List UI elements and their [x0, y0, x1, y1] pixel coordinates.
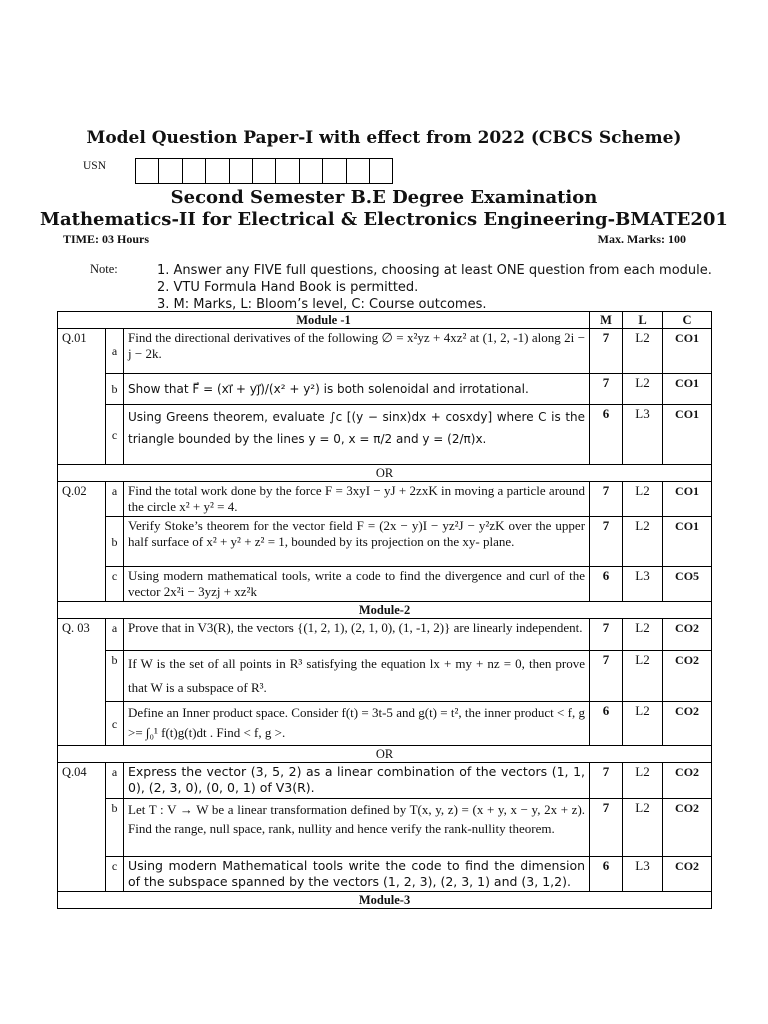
marks-cell: 7 [590, 482, 623, 517]
outcome-header: C [663, 312, 712, 329]
sub-question: c [106, 702, 124, 746]
or-row [58, 746, 712, 763]
note-list [157, 262, 712, 313]
table-row [58, 702, 712, 746]
table-row [58, 857, 712, 892]
question-text: Prove that in V3(R), the vectors {(1, 2, 1), (2, 1, 0), (1, -1, 2)} are linearly independent. [124, 619, 590, 651]
outcome-cell: CO1 [663, 517, 712, 567]
level-cell: L2 [623, 799, 663, 857]
level-cell: L2 [623, 374, 663, 405]
usn-box [369, 158, 393, 184]
question-text: Define an Inner product space. Consider f(t) = 3t-5 and g(t) = t², the inner product < f, g >= ∫₀¹ f(t)g(t)dt . Find < f, g >. [124, 702, 590, 746]
exam-name: Second Semester B.E Degree Examination [170, 187, 598, 208]
note-item: 3. M: Marks, L: Bloom’s level, C: Course outcomes. [157, 297, 487, 312]
table-row [58, 763, 712, 799]
subject-name: Mathematics-II for Electrical & Electronics Engineering-BMATE201 [40, 209, 728, 230]
marks-cell: 6 [590, 405, 623, 465]
module-title: Module-3 [58, 892, 712, 909]
usn-box [135, 158, 159, 184]
outcome-cell: CO1 [663, 329, 712, 374]
level-cell: L2 [623, 651, 663, 702]
marks-header: M [590, 312, 623, 329]
note-item: 2. VTU Formula Hand Book is permitted. [157, 280, 419, 295]
usn-box [346, 158, 370, 184]
level-cell: L2 [623, 619, 663, 651]
outcome-cell: CO2 [663, 651, 712, 702]
sub-question: c [106, 857, 124, 892]
outcome-cell: CO2 [663, 857, 712, 892]
question-number: Q.04 [58, 763, 106, 892]
outcome-cell: CO2 [663, 619, 712, 651]
question-text: If W is the set of all points in R³ satisfying the equation lx + my + nz = 0, then prove that W is a subspace of R³. [124, 651, 590, 702]
level-cell: L2 [623, 702, 663, 746]
table-row [58, 482, 712, 517]
question-text: Verify Stoke’s theorem for the vector field F = (2x − y)I − yz²J − y²zK over the upper half surface of x² + y² + z² = 1, bounded by its projection on the xy- plane. [124, 517, 590, 567]
question-text: Using modern mathematical tools, write a code to find the divergence and curl of the vector 2x²i − 3yzj + xz²k [124, 567, 590, 602]
table-row [58, 619, 712, 651]
module-row [58, 602, 712, 619]
paper-title: Model Question Paper-I with effect from 2022 (CBCS Scheme) [86, 128, 682, 148]
level-cell: L2 [623, 482, 663, 517]
sub-question: a [106, 763, 124, 799]
question-text: Find the total work done by the force F = 3xyI − yJ + 2zxK in moving a particle around the circle x² + y² = 4. [124, 482, 590, 517]
sub-question: a [106, 619, 124, 651]
table-row [58, 517, 712, 567]
marks-cell: 7 [590, 329, 623, 374]
table-row [58, 567, 712, 602]
usn-box [322, 158, 346, 184]
outcome-cell: CO2 [663, 799, 712, 857]
marks-cell: 6 [590, 857, 623, 892]
usn-box [182, 158, 206, 184]
outcome-cell: CO2 [663, 763, 712, 799]
module-title: Module -1 [58, 312, 590, 329]
module-row [58, 892, 712, 909]
or-separator: OR [58, 465, 712, 482]
marks-cell: 7 [590, 799, 623, 857]
outcome-cell: CO1 [663, 405, 712, 465]
max-marks: Max. Marks: 100 [597, 232, 686, 246]
note-label: Note: [90, 262, 118, 276]
table-row [58, 651, 712, 702]
outcome-cell: CO1 [663, 482, 712, 517]
sub-question: b [106, 799, 124, 857]
exam-time: TIME: 03 Hours [63, 232, 150, 246]
sub-question: b [106, 651, 124, 702]
level-cell: L2 [623, 517, 663, 567]
outcome-cell: CO2 [663, 702, 712, 746]
level-cell: L2 [623, 763, 663, 799]
marks-cell: 7 [590, 763, 623, 799]
question-text: Find the directional derivatives of the following ∅ = x²yz + 4xz² at (1, 2, -1) along 2i − j − 2k. [124, 329, 590, 374]
module-title: Module-2 [58, 602, 712, 619]
table-row [58, 374, 712, 405]
question-text: Let T : V → W be a linear transformation defined by T(x, y, z) = (x + y, x − y, 2x + z). Find the range, null space, rank, nullity and hence verify the rank-nullity theorem. [124, 799, 590, 857]
marks-cell: 6 [590, 702, 623, 746]
outcome-cell: CO1 [663, 374, 712, 405]
usn-label: USN [83, 160, 107, 172]
usn-box [275, 158, 299, 184]
usn-box [229, 158, 253, 184]
table-row [58, 405, 712, 465]
usn-box [205, 158, 229, 184]
marks-cell: 7 [590, 619, 623, 651]
sub-question: a [106, 329, 124, 374]
level-cell: L2 [623, 329, 663, 374]
or-separator: OR [58, 746, 712, 763]
question-table [57, 311, 712, 909]
level-header: L [623, 312, 663, 329]
level-cell: L3 [623, 405, 663, 465]
question-text: Show that F⃗ = (xi⃗ + yj⃗)/(x² + y²) is both solenoidal and irrotational. [124, 374, 590, 405]
usn-boxes [136, 158, 393, 184]
marks-cell: 7 [590, 517, 623, 567]
note-item: 1. Answer any FIVE full questions, choosing at least ONE question from each module. [157, 263, 712, 278]
usn-box [158, 158, 182, 184]
level-cell: L3 [623, 567, 663, 602]
marks-cell: 6 [590, 567, 623, 602]
sub-question: b [106, 374, 124, 405]
table-row [58, 329, 712, 374]
sub-question: b [106, 517, 124, 567]
question-number: Q. 03 [58, 619, 106, 746]
question-text: Using modern Mathematical tools write the code to find the dimension of the subspace spanned by the vectors (1, 2, 3), (2, 3, 1) and (3, 1,2). [124, 857, 590, 892]
question-text: Express the vector (3, 5, 2) as a linear combination of the vectors (1, 1, 0), (2, 3, 0), (0, 0, 1) of V3(R). [124, 763, 590, 799]
sub-question: c [106, 405, 124, 465]
level-cell: L3 [623, 857, 663, 892]
table-row [58, 799, 712, 857]
marks-cell: 7 [590, 651, 623, 702]
outcome-cell: CO5 [663, 567, 712, 602]
marks-cell: 7 [590, 374, 623, 405]
sub-question: c [106, 567, 124, 602]
or-row [58, 465, 712, 482]
question-text: Using Greens theorem, evaluate ∫c [(y − sinx)dx + cosxdy] where C is the triangle bounded by the lines y = 0, x = π/2 and y = (2/π)x. [124, 405, 590, 465]
usn-box [252, 158, 276, 184]
question-number: Q.01 [58, 329, 106, 465]
module-header-row [58, 312, 712, 329]
sub-question: a [106, 482, 124, 517]
usn-box [299, 158, 323, 184]
question-number: Q.02 [58, 482, 106, 602]
